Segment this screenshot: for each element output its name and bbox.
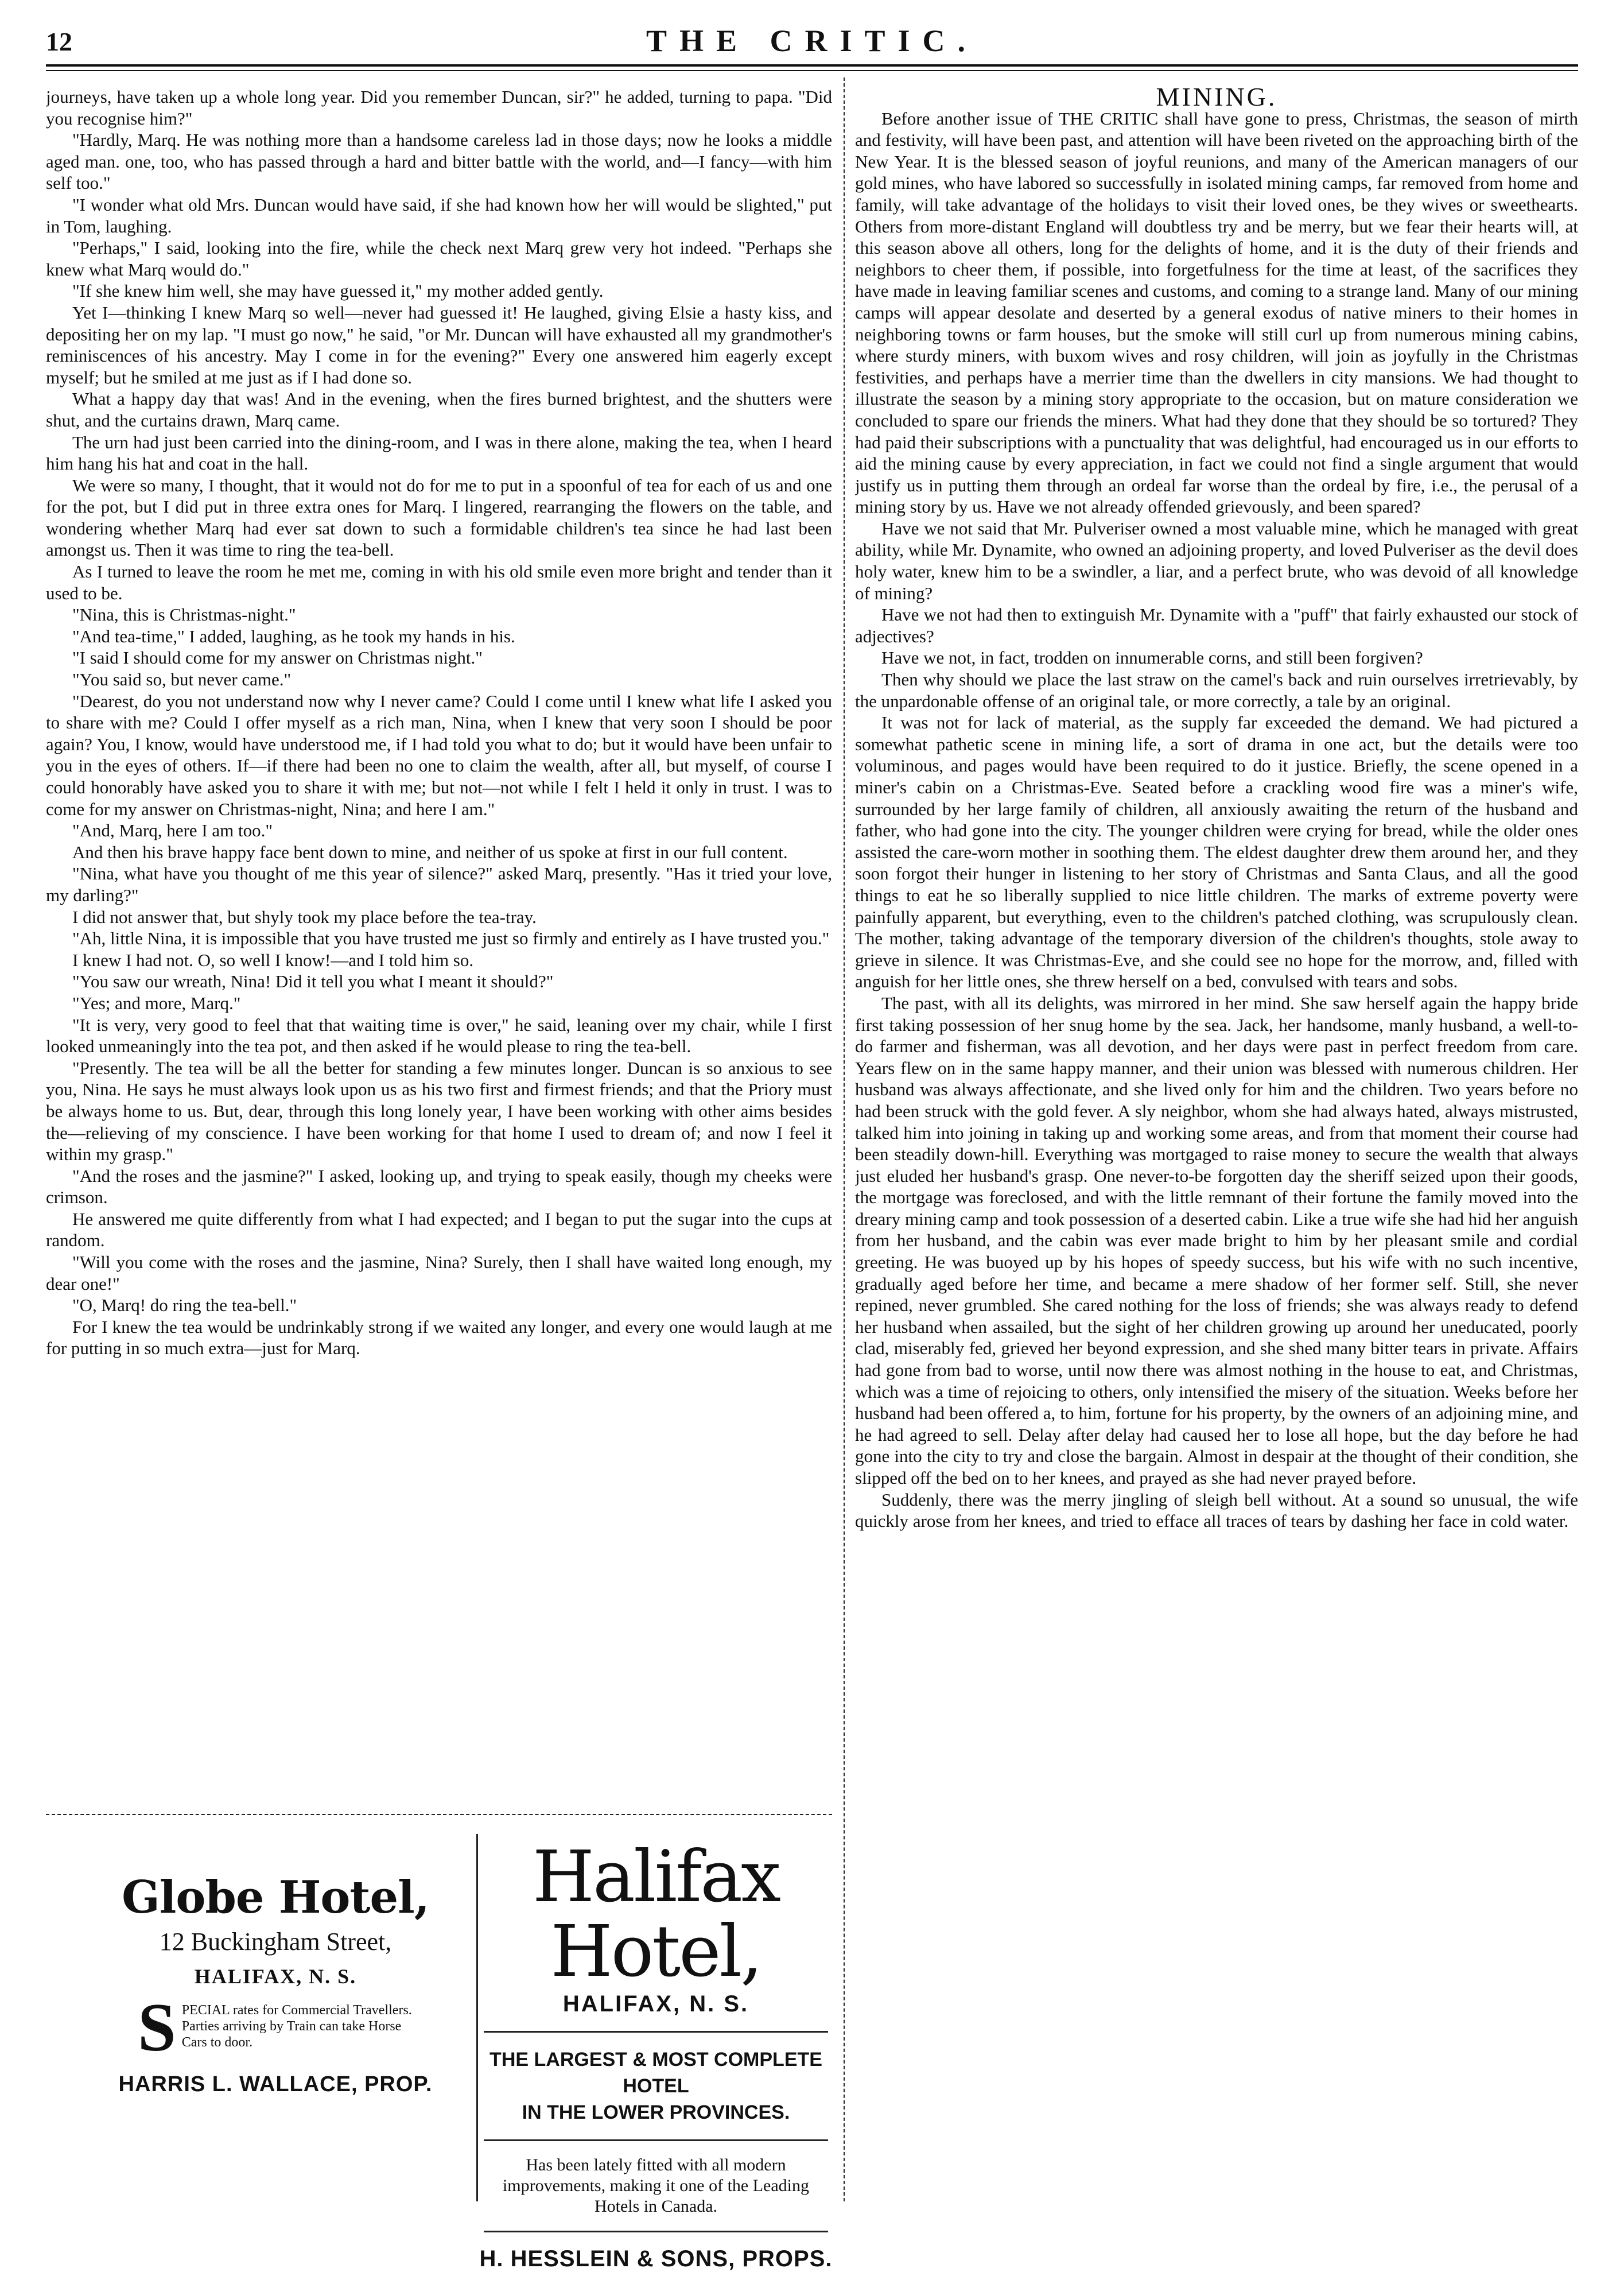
globe-hotel-ad <box>115 1871 436 2097</box>
story-paragraph: "Ah, little Nina, it is impossible that you have trusted me just so firmly and entirely as I have trusted you." <box>72 928 830 949</box>
mining-paragraph: It was not for lack of material, as the supply far exceeded the demand. We had pictured a somewhat pathetic scene in mining life, a sort of drama in one act, but the details were too voluminous, and pages would have been required to do it justice. Briefly, the scene opened in a miner's cabin on a Christmas-Eve. Seated before a crackling wood fire was a miner's wife, surrounded by her large family of children, all anxiously awaiting the return of the husband and father, who had gone into the city. The younger children were crying for bread, while the older ones assisted the care-worn mother in soothing them. The eldest daughter drew them around her, and they soon forgot their hunger in listening to her story of Christmas and Santa Claus, and all the good things to eat he so liberally supplied to nice little children. The marks of extreme poverty were painfully apparent, but everything, even to the children's patched clothing, was scrupulously clean. The mother, taking advantage of the temporary diversion of the children's thoughts, stole away to grieve in silence. It was Christmas-Eve, and she could see no hope for the morrow, and, filled with anguish for her little ones, she threw herself on a bed, convulsed with tears and sobs. <box>855 712 1578 992</box>
halifax-hotel-city: HALIFAX, N. S. <box>562 1991 749 2017</box>
halifax-hotel-tagline-1: THE LARGEST & MOST COMPLETE HOTEL <box>489 2049 822 2097</box>
story-paragraph: "Presently. The tea will be all the better for standing a few minutes longer. Duncan is so anxious to see you, Nina. He says he must always look upon us as his two first and firmest friends; and that the Priory must be always home to us. But, dear, through this long lonely year, I have been working with other aims besides the—relieving of my conscience. I have been working for that home I used to dream of; and now I feel it within my grasp." <box>46 1057 832 1165</box>
story-paragraph: And then his brave happy face bent down to mine, and neither of us spoke at first in our full content. <box>72 842 788 862</box>
story-paragraph: "Nina, what have you thought of me this year of silence?" asked Marq, presently. "Has it tried your love, my darling?" <box>46 863 832 905</box>
story-paragraph: "If she knew him well, she may have guessed it," my mother added gently. <box>72 281 604 301</box>
story-paragraph: "And the roses and the jasmine?" I asked, looking up, and trying to speak easily, though my cheeks were crimson. <box>46 1165 832 1208</box>
story-paragraph: "Dearest, do you not understand now why I never came? Could I come until I knew what life I asked you to share with me? Could I offer myself as a rich man, Nina, when I knew that very soon I should be poor again? You, I know, would have understood me, if I had told you what to do; but it would have been unfair to you in the eyes of others. If—if there had been no one to claim the wealth, after all, but myself, of course I could honorably have asked you to share it with me; but not—not while I felt I held it only in trust. I was to come for my answer on Christmas-night, Nina; and here I am." <box>46 691 832 819</box>
mining-paragraph: Have we not said that Mr. Pulveriser owned a most valuable mine, which he managed with great ability, while Mr. Dynamite, who owned an adjoining property, and loved Pulveriser as the devil does holy water, knew him to be a swindler, a liar, and a perfect brute, who was devoid of all knowledge of mining? <box>855 518 1578 603</box>
mining-paragraph: Have we not had then to extinguish Mr. Dynamite with a "puff" that fairly exhausted our stock of adjectives? <box>855 604 1578 646</box>
story-paragraph: "You said so, but never came." <box>72 669 292 690</box>
globe-hotel-blurb <box>138 1989 413 2065</box>
page-number: 12 <box>46 27 72 56</box>
story-paragraph: "It is very, very good to feel that that waiting time is over," he said, leaning over my chair, while I first looked unmeaningly into the tea pot, and then asked if he would please to ring the tea-bell. <box>46 1014 832 1057</box>
story-paragraph: "Will you come with the roses and the jasmine, Nina? Surely, then I shall have waited long enough, my dear one!" <box>46 1252 832 1294</box>
globe-hotel-proprietor: HARRIS L. WALLACE, PROP. <box>118 2072 433 2096</box>
halifax-hotel-proprietors: H. HESSLEIN & SONS, PROPS. <box>479 2246 833 2271</box>
halifax-hotel-rule <box>484 2231 828 2232</box>
story-paragraph: "I said I should come for my answer on Christmas night." <box>72 648 483 668</box>
mining-paragraph: Then why should we place the last straw on the camel's back and ruin ourselves irretrievably, by the unpardonable offense of an original tale, or more correctly, a tale by an original. <box>855 669 1578 711</box>
halifax-hotel-tagline-2: IN THE LOWER PROVINCES. <box>522 2102 790 2123</box>
story-paragraph: journeys, have taken up a whole long year. Did you remember Duncan, sir?" he added, turning to papa. "Did you recognise him?" <box>46 87 832 129</box>
story-paragraph: "And, Marq, here I am too." <box>72 820 273 841</box>
halifax-hotel-rule <box>484 2031 828 2033</box>
story-paragraph: He answered me quite differently from what I had expected; and I began to put the sugar into the cups at random. <box>46 1208 832 1251</box>
mining-paragraph: Have we not, in fact, trodden on innumerable corns, and still been forgiven? <box>881 648 1423 668</box>
story-paragraph: "I wonder what old Mrs. Duncan would have said, if she had known how her will would be slighted," put in Tom, laughing. <box>46 194 832 236</box>
mining-section-title: MINING. <box>1156 86 1277 111</box>
halifax-hotel-name: Halifax Hotel, <box>532 1836 780 1993</box>
globe-hotel-blurb-text: PECIAL rates for Commercial Travellers. Parties arriving by Train can take Horse Cars to door. <box>181 2003 412 2050</box>
globe-hotel-dropcap: S <box>138 1989 176 2065</box>
story-paragraph: "O, Marq! do ring the tea-bell." <box>72 1295 297 1316</box>
masthead: THE CRITIC. <box>646 24 978 58</box>
story-paragraph: "Yes; and more, Marq." <box>72 992 241 1013</box>
story-paragraph: We were so many, I thought, that it would not do for me to put in a spoonful of tea for each of us and one for the pot, but I did put in three extra ones for Marq. I lingered, rearranging the flowers on the table, and wondering whether Marq had ever sat down to such a formidable children's tea since he had last been amongst us. Then it was time to ring the tea-bell. <box>46 475 832 560</box>
header-rule-top <box>46 64 1578 67</box>
globe-hotel-city: HALIFAX, N. S. <box>194 1965 357 1988</box>
mining-paragraph: Before another issue of THE CRITIC shall have gone to press, Christmas, the season of mirth and festivity, will have been past, and attention will have been riveted on the approaching birth of the New Year. It is the blessed season of joyful reunions, and many of the American managers of our gold mines, who have labored so successfully in isolated mining camps, far removed from home and family, will take advantage of the holidays to visit their loved ones, be they wives or sweethearts. Others from more-distant England will doubtless try and be merry, but we fear their hearts will, at this season above all others, long for the delights of home, and it is the duty of their friends and neighbors to cheer them, if possible, into forgetfulness for the time at least, of the sacrifices they have made in leaving familiar scenes and customs, and coming to a strange land. Many of our mining camps will appear desolate and deserted by a general exodus of native miners to their homes in neighboring towns or farm houses, but the smoke will still curl up from numerous mining cabins, where sturdy miners, with buxom wives and rosy children, will join as joyfully in the Christmas festivities, and perhaps have a merrier time than the dwellers in city mansions. We had thought to illustrate the season by a mining story appropriate to the occasion, but on mature consideration we concluded to spare our friends the miners. What had they done that they should be so tortured? They had paid their subscriptions with a punctuality that was delightful, had encouraged us in our efforts to aid the mining cause by every appreciation, in fact we could not find a single argument that would justify us in putting them through an ordeal far worse than the ordeal by fire, i.e., the perusal of a mining story by us. Have we not already offended grievously, and been spared? <box>855 108 1578 517</box>
story-paragraph: "And tea-time," I added, laughing, as he took my hands in his. <box>72 626 515 646</box>
story-paragraph: For I knew the tea would be undrinkably strong if we waited any longer, and every one would laugh at me for putting in so much extra—just for Marq. <box>46 1316 832 1359</box>
mining-column <box>855 86 1578 2210</box>
globe-hotel-name: Globe Hotel, <box>122 1871 429 1924</box>
column-divider <box>844 77 845 2201</box>
halifax-hotel-ad <box>476 1834 834 2271</box>
story-paragraph: I knew I had not. O, so well I know!—and I told him so. <box>72 949 474 970</box>
page-header <box>46 23 1578 63</box>
story-paragraph: "You saw our wreath, Nina! Did it tell you what I meant it should?" <box>72 971 554 992</box>
halifax-hotel-description: Has been lately fitted with all modern improvements, making it one of the Leading Hotels in Canada. <box>502 2155 810 2216</box>
story-paragraph: "Nina, this is Christmas-night." <box>72 604 296 625</box>
globe-hotel-address: 12 Buckingham Street, <box>159 1928 392 1956</box>
halifax-hotel-rule <box>484 2139 828 2141</box>
story-paragraph: Yet I—thinking I knew Marq so well—never had guessed it! He laughed, giving Elsie a hasty kiss, and depositing her on my lap. "I must go now," he said, "or Mr. Duncan will have exhausted all my grandmother's reminiscences of his ancestry. May I come in for the evening?" Every one answered him eagerly except myself; but he smiled at me just as if I had done so. <box>46 302 832 387</box>
story-column <box>46 86 832 1808</box>
story-paragraph: I did not answer that, but shyly took my place before the tea-tray. <box>72 906 537 927</box>
header-rule-bottom <box>46 70 1578 71</box>
story-paragraph: "Perhaps," I said, looking into the fire, while the check next Marq grew very hot indeed. "Perhaps she knew what Marq would do." <box>46 238 832 280</box>
story-paragraph: "Hardly, Marq. He was nothing more than a handsome careless lad in those days; now he looks a middle aged man. one, too, who has passed through a hard and bitter battle with the world, and—I fancy—with him self too." <box>46 130 832 193</box>
mining-paragraph: Suddenly, there was the merry jingling of sleigh bell without. At a sound so unusual, the wife quickly arose from her knees, and tried to efface all traces of tears by dashing her face in cold water. <box>855 1489 1578 1532</box>
story-paragraph: What a happy day that was! And in the evening, when the fires burned brightest, and the shutters were shut, and the curtains drawn, Marq came. <box>46 389 832 431</box>
mining-paragraph: The past, with all its delights, was mirrored in her mind. She saw herself again the happy bride first taking possession of her snug home by the sea. Jack, her handsome, manly husband, a well-to-do farmer and fisherman, was all devotion, and her days were past in perfect freedom from care. Years flew on in the same happy manner, and their union was blessed with numerous children. Her husband was always affectionate, and she lived only for him and the children. Two years before no had been struck with the gold fever. A sly neighbor, whom she had always hated, always mistrusted, talked him into joining in taking up and working some areas, and from that moment their course had been steadily down-hill. Everything was mortgaged to raise money to secure the wealth that always just eluded her husband's grasp. One never-to-be forgotten day the sheriff seized upon their goods, the mortgage was foreclosed, and with the little remnant of their fortune the family moved into the dreary mining camp and took possession of a deserted cabin. Like a true wife she had hid her anguish from her husband, and the cabin was ever made bright to him by her pleasant smile and cordial greeting. He was buoyed up by his hopes of speedy success, but his wife with no such incentive, gradually aged before her time, and became a mere shadow of her former self. Still, she never repined, never grumbled. She cared nothing for the loss of friends; she was always ready to defend her husband when assailed, but the sight of her children growing up around her uneducated, poorly clad, miserably fed, grieved her beyond expression, and she shed many bitter tears in private. Affairs had gone from bad to worse, until now there was almost nothing in the house to eat, and Christmas, which was a time of rejoicing to others, only intensified the misery of the situation. Weeks before her husband had been offered a, to him, fortune for his property, by the owners of an adjoining mine, and he had agreed to sell. Delay after delay had caused her to lose all hope, but the day before he had gone into the city to try and close the bargain. Almost in despair at the thought of their condition, she slipped off the bed on to her knees, and prayed as she had never prayed before. <box>855 992 1578 1488</box>
ad-separator <box>46 1814 832 1815</box>
story-paragraph: As I turned to leave the room he met me, coming in with his old smile even more bright and tender than it used to be. <box>46 561 832 603</box>
story-paragraph: The urn had just been carried into the dining-room, and I was in there alone, making the tea, when I heard him hang his hat and coat in the hall. <box>46 432 832 474</box>
